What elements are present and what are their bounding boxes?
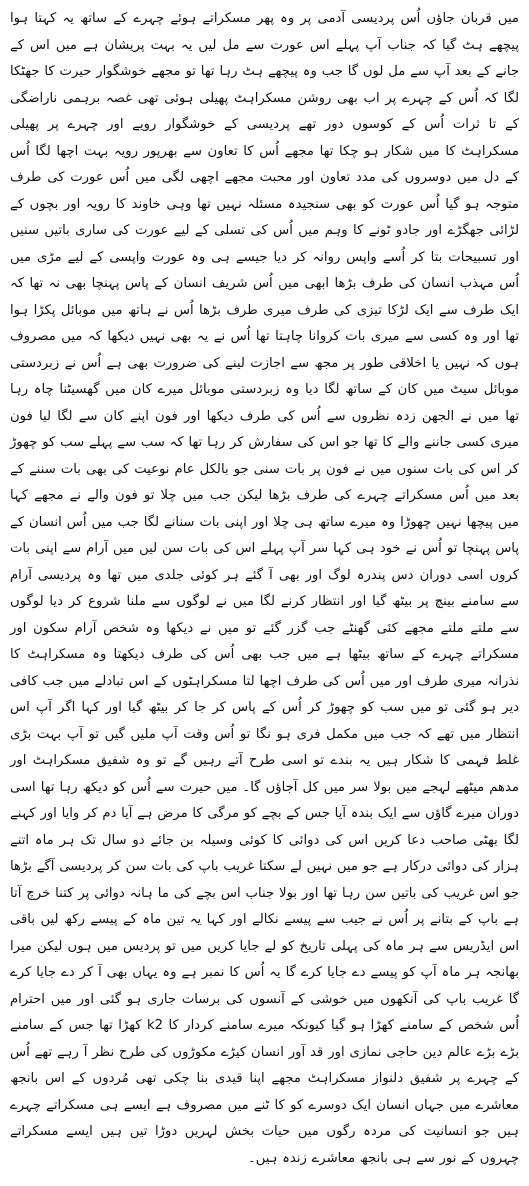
- article-body-text: میں قربان جاؤں اُس پردیسی آدمی پر وہ پھر مسکراتے ہوئے چہرے کے ساتھ یہ کہتا ہوا پیچھے ہٹ گیا کہ جناب آپ پہلے اس عورت سے مل لیں یہ بہت پریشان ہے میں اس کے جانے کے بعد آپ سے مل لوں گا جب وہ پیچھے ہٹ رہا تھا تو مجھے خوشگوار حیرت کا جھٹکا لگا کہ اُس کے چہرے پر اب بھی روشن مسکراہٹ پھیلی ہوئی تھی غصہ برہمی ناراضگی کے تا ثرات اُس کے کوسوں دور تھے پردیسی کے خوشگوار رویے اور چہرے پر پھیلی مسکراہٹ کا میں شکار ہو چکا تھا مجھے اُس کا تعاون سے بھرپور رویہ بہت اچھا لگا اُس کے دل میں دوسروں کی مدد تعاون اور محبت مجھے اچھی لگی میں اُس عورت کی طرف متوجہ ہو گیا اُس عورت کو بھی سنجیدہ مسئلہ نہیں تھا وہی خاوند کا رویہ اور بچوں کے لڑائی جھگڑے اور جادو ٹونے کا وہم میں اُس کی تسلی کے لیے عورت کی ساری باتیں سنیں اور تسبیحات بتا کر اُسے واپس روانہ کر دیا جیسے ہی وہ عورت واپسی کے لیے مڑی میں اُس مہذب انسان کی طرف بڑھا ابھی میں اُس شریف انسان کے پاس پہنچا بھی نہ تھا کہ ایک طرف سے ایک لڑکا تیزی کی طرف میری طرف بڑھا اُس نے ہاتھ میں موبائل پکڑا ہوا تھا اور وہ کسی سے میری بات کروانا چاہتا تھا اُس نے یہ بھی نہیں دیکھا کہ میں مصروف ہوں کہ نہیں یا اخلاقی طور پر مجھ سے اجازت لینے کی ضرورت بھی ہے اُس نے زبردستی موبائل سیٹ میں کان کے ساتھ لگا دیا وہ زبردستی موبائل میرے کان میں گھسیٹنا چاہ رہا تھا میں نے الجھن زدہ نظروں سے اُس کی طرف دیکھا اور فون اپنے کان سے لگا لیا فون میری کسی جاننے والے کا تھا جو اس کی سفارش کر رہا تھا کہ سب سے پہلے سب کو چھوڑ کر اس کی بات سنوں میں نے فون پر بات سنی جو بالکل عام نوعیت کی بھی بات سننے کے بعد میں اُس مسکراتے چہرے کی طرف بڑھا لیکن جب میں چلا تو فون والے نے مجھے کہا میں پیچھا نہیں چھوڑا وہ میرے ساتھ ہی چلا اور اپنی بات سنانے لگا جب میں اُس انسان کے پاس پہنچا تو اُس نے خود ہی کہا سر آپ پہلے اس کی بات سن لیں میں آرام سے اپنی بات کروں اسی دوران دس پندرہ لوگ اور بھی آ گئے ہر کوئی جلدی میں تھا وہ پردیسی آرام سے سامنے بینچ پر بیٹھ گیا اور انتظار کرنے لگا میں نے لوگوں سے ملنا شروع کر دیا لوگوں سے ملتے ملتے مجھے کئی گھنٹے جب گزر گئے تو میں نے دیکھا وہ شخص آرام سکون اور مسکراتے چہرے کے ساتھ بیٹھا ہے میں جب بھی اُس کی طرف دیکھتا وہ مسکراہٹ کا نذرانہ میری طرف اور میں اُس کی طرف اچھا لتا مسکراہٹوں کے اس تبادلے میں جب کافی دیر ہو گئی تو میں سب کو چھوڑ کر اُس کے پاس کر جا کر بیٹھ گیا اور کہا اگر آپ اس انتظار میں تھے کہ جب میں مکمل فری ہو نگا تو اُس وقت آپ ملیں گیں تو آپ بہت بڑی غلط فہمی کا شکار ہیں یہ بندے تو اسی طرح آتے رہیں گے تو وہ شفیق مسکراہٹ اور مدھم میٹھے لہجے میں بولا سر میں کل آجاؤں گا۔ میں حیرت سے اُس کو دیکھ رہا تھا اسی دوران میرے گاؤں سے ایک بندہ آیا جس کے بچے کو مرگی کا مرض ہے آیا دم کر وایا اور کہنے لگا بھٹی صاحب دعا کریں اس کی دوائی کا کوئی وسیلہ بن جائے دو سال تک ہر ماہ اتنے ہزار کی دوائی درکار ہے جو میں نہیں لے سکتا غریب باپ کی بات سن کر پردیسی آگے بڑھا جو اس غریب کی باتیں سن رہا تھا اور بولا جناب اس بچے کی ما ہانہ دوائی پر کتنا خرچ آتا ہے باپ کے بتانے پر اُس نے جیب سے پیسے نکالے اور کہا یہ تین ماہ کے پیسے رکھ لیں باقی اس ایڈریس سے ہر ماہ کی پہلی تاریخ کو لے جایا کریں میں تو پردیس میں ہوں لیکن میرا بھانجہ ہر ماہ آپ کو پیسے دے جایا کرے گا یہ اُس کا نمبر ہے وہ یہاں بھی آ کر دے جایا کرے گا غریب باپ کی آنکھوں میں خوشی کے آنسوں کی برسات جاری ہو گئی اور میں احترام اُس شخص کے سامنے کھڑا ہو گیا کیونکہ میرے سامنے کردار کا k2 کھڑا تھا جس کے سامنے بڑے بڑے عالم دین حاجی نمازی اور قد آور انسان کیڑے مکوڑوں کی طرح نظر آ رہے تھے اُس کے چہرے پر شفیق دلنواز مسکراہٹ مجھے اپنا قیدی بنا چکی تھی مُردوں کے اس بانجھ معاشرے میں جہاں انسان ایک دوسرے کو کا ٹنے میں مصروف ہے ایسے ہی مسکراتے چہرے ہیں جو انسانیت کی مردہ رگوں میں حیات بخش لہریں دوڑا تیں ہیں ایسے مسکراتے چہروں کے نور سے ہی بانجھ معاشرے زندہ ہیں۔: [10, 11, 519, 1166]
